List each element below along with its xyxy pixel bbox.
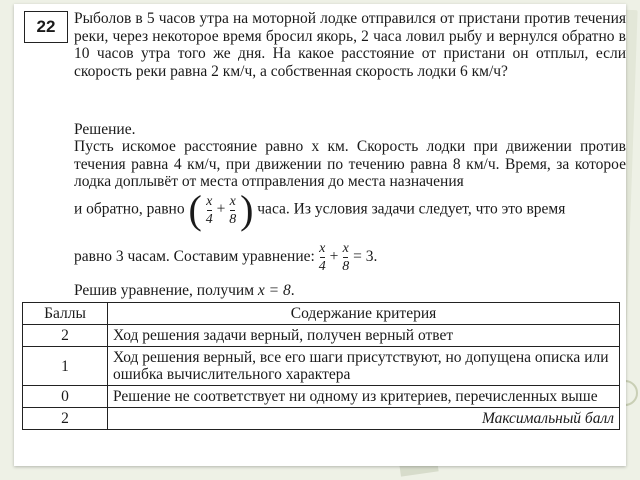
solution-line-answer [74, 282, 295, 300]
criteria-table [22, 302, 620, 430]
criteria-header-row [23, 303, 620, 325]
equation-fraction-2: $\frac{x}{8}$ [342, 241, 350, 274]
max-score-label: Максимальный балл [108, 408, 620, 430]
right-paren: ) [240, 187, 254, 232]
line-a-start: и обратно, равно [74, 200, 185, 218]
row-text: Ход решения верный, все его шаги присутствуют, но допущена описка или ошибка вычислительного характера [108, 347, 620, 386]
line-c-end: . [290, 282, 295, 299]
solution-line-equation [74, 240, 626, 278]
solution-paragraph: Пусть искомое расстояние равно x км. Скорость лодки при движении против течения равна 4 км/ч, при движении по течению равна 8 км/ч. Время, за которое лодка доплывёт от места отправления до места назначения [74, 138, 626, 190]
table-row [23, 386, 620, 408]
header-content: Содержание критерия [108, 303, 620, 325]
equation-plus: + [329, 248, 339, 266]
task-card [14, 4, 626, 466]
solution-heading: Решение. [74, 121, 136, 138]
row-score: 0 [23, 386, 108, 408]
row-score: 2 [23, 325, 108, 347]
answer-value: x = 8 [257, 282, 291, 299]
table-row [23, 325, 620, 347]
max-score-value: 2 [23, 408, 108, 430]
line-c-start: Решив уравнение, получим [74, 282, 255, 299]
problem-text: Рыболов в 5 часов утра на моторной лодке отправился от пристани против течения реки, через некоторое время бросил якорь, 2 часа ловил рыбу и вернулся обратно в 10 часов утра того же дня. На какое расстояние от пристани он отплыл, если скорость реки равна 2 км/ч, а собственная скорость лодки 6 км/ч? [74, 10, 626, 80]
line-a-end: часа. Из условия задачи следует, что это время [257, 200, 566, 218]
equation-tail: = 3. [353, 248, 378, 266]
fraction-x-over-4: $\frac{x}{4}$ [205, 193, 213, 227]
row-text: Ход решения задачи верный, получен верный ответ [108, 325, 620, 347]
equation-fraction-1: $\frac{x}{4}$ [318, 241, 326, 274]
task-number: 22 [24, 11, 68, 43]
row-score: 1 [23, 347, 108, 386]
plus-sign: + [216, 200, 226, 218]
header-score: Баллы [23, 303, 108, 325]
max-score-row [23, 408, 620, 430]
fraction-x-over-8: $\frac{x}{8}$ [229, 193, 237, 227]
row-text: Решение не соответствует ни одному из критериев, перечисленных выше [108, 386, 620, 408]
left-paren: ( [188, 187, 202, 232]
line-b-start: равно 3 часам. Составим уравнение: [74, 248, 315, 266]
solution-line-time [74, 187, 626, 238]
table-row [23, 347, 620, 386]
